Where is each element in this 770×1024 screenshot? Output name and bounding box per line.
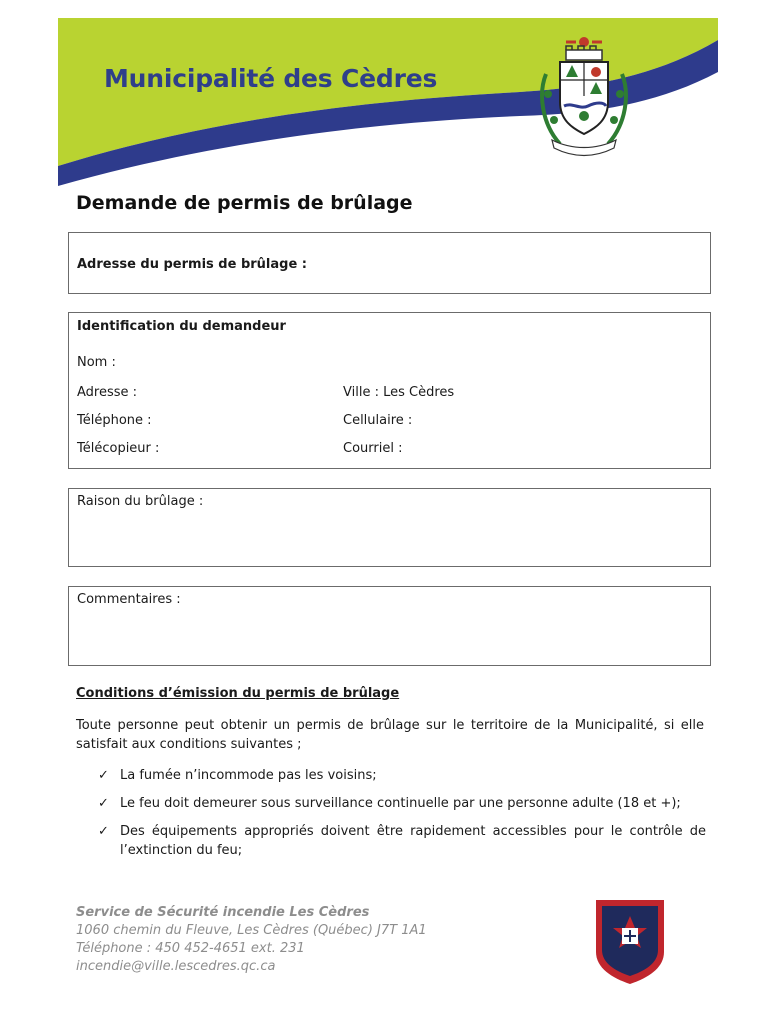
applicant-identification-box [68, 312, 711, 469]
condition-text: Des équipements appropriés doivent être rapidement accessibles pour le contrôle de l’extinction du feu; [120, 824, 706, 858]
address-label: Adresse du permis de brûlage : [77, 257, 307, 272]
email-field-label[interactable]: Courriel : [343, 441, 403, 456]
conditions-intro: Toute personne peut obtenir un permis de brûlage sur le territoire de la Municipalité, si elle satisfait aux conditions suivantes ; [76, 718, 704, 752]
fax-field-label[interactable]: Télécopieur : [77, 441, 160, 456]
reason-field-box[interactable] [68, 488, 711, 567]
coat-of-arms-icon [536, 34, 632, 160]
list-item [98, 766, 706, 785]
city-field-label[interactable]: Ville : Les Cèdres [343, 385, 455, 400]
phone-field-label[interactable]: Téléphone : [77, 413, 152, 428]
comments-field-box[interactable] [68, 586, 711, 666]
condition-text: La fumée n’incommode pas les voisins; [120, 768, 377, 783]
check-icon: ✓ [98, 768, 109, 783]
header-banner [0, 0, 770, 200]
reason-label: Raison du brûlage : [77, 494, 204, 509]
check-icon: ✓ [98, 796, 109, 811]
footer-phone: Téléphone : 450 452-4651 ext. 231 [76, 941, 305, 956]
footer-service-name: Service de Sécurité incendie Les Cèdres [76, 905, 370, 920]
municipality-name: Municipalité des Cèdres [104, 64, 438, 93]
list-item [98, 794, 706, 813]
footer-email[interactable]: incendie@ville.lescedres.qc.ca [76, 959, 276, 974]
list-item [98, 822, 706, 860]
name-field-label[interactable]: Nom : [77, 355, 116, 370]
address-field-label[interactable]: Adresse : [77, 385, 138, 400]
applicant-heading: Identification du demandeur [77, 319, 286, 334]
document-title: Demande de permis de brûlage [76, 192, 413, 214]
condition-text: Le feu doit demeurer sous surveillance continuelle par une personne adulte (18 et +); [120, 796, 681, 811]
cellphone-field-label[interactable]: Cellulaire : [343, 413, 413, 428]
conditions-list [98, 766, 706, 869]
check-icon: ✓ [98, 824, 109, 839]
fire-department-badge-icon [590, 894, 670, 986]
comments-label: Commentaires : [77, 592, 181, 607]
footer-contact [76, 904, 427, 976]
conditions-heading: Conditions d’émission du permis de brûlage [76, 686, 400, 701]
footer-address: 1060 chemin du Fleuve, Les Cèdres (Québec) J7T 1A1 [76, 923, 427, 938]
address-field-box[interactable] [68, 232, 711, 294]
